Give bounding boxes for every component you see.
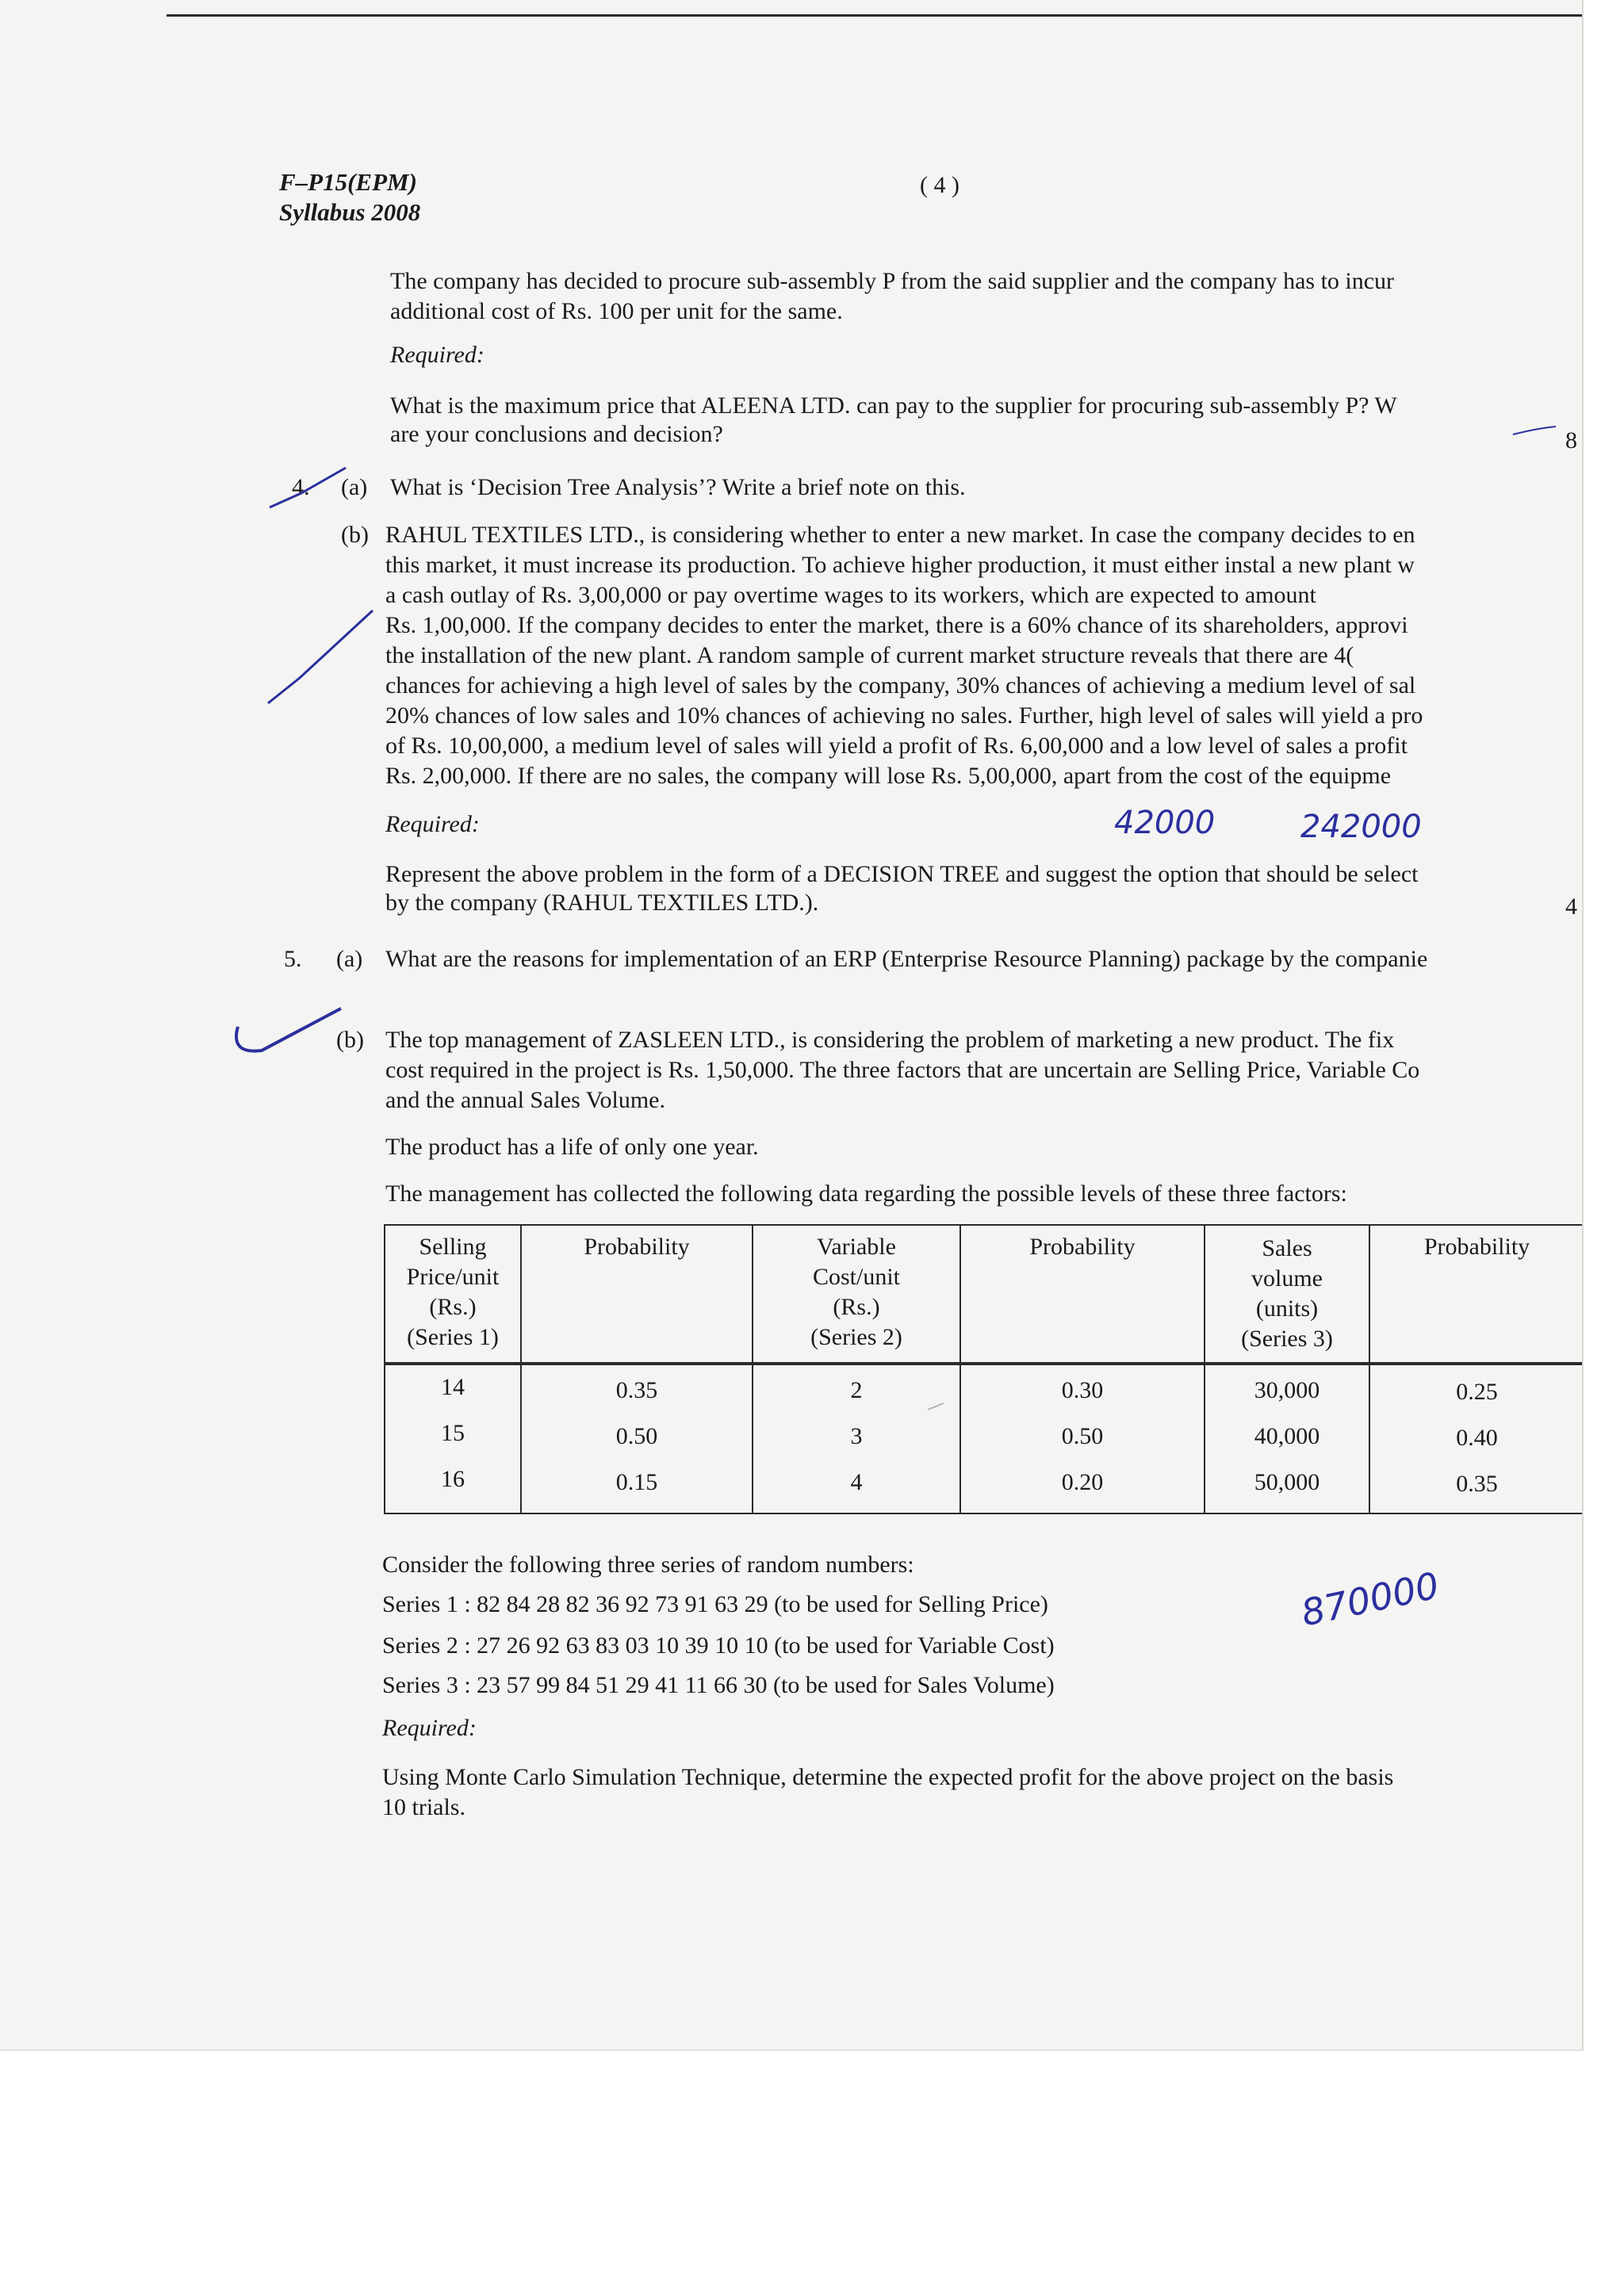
- table-cell: 0.25: [1456, 1379, 1498, 1405]
- table-cell: 30,000: [1254, 1377, 1320, 1403]
- table-cell: 0.30: [1061, 1377, 1104, 1403]
- q4b-line: of Rs. 10,00,000, a medium level of sales will yield a profit of Rs. 6,00,000 and a low level of sales a profit: [385, 733, 1408, 759]
- handwritten-note: 242000: [1300, 809, 1422, 845]
- page-top-edge: [167, 14, 1582, 17]
- table-cell: 4: [850, 1469, 863, 1495]
- table-cell: 16: [441, 1466, 465, 1492]
- q5a-label: (a): [336, 946, 363, 972]
- table-header-cell: Probability: [584, 1234, 690, 1260]
- table-cell: 0.35: [1456, 1471, 1498, 1497]
- table-cell: 50,000: [1254, 1469, 1320, 1495]
- random-intro: Consider the following three series of random numbers:: [382, 1552, 914, 1578]
- tick-mark-icon: [236, 1008, 341, 1051]
- table-cell: 0.50: [615, 1423, 658, 1449]
- page-number: ( 4 ): [920, 172, 959, 198]
- handwritten-note: 42000: [1114, 805, 1216, 841]
- q3-required-label: Required:: [390, 342, 485, 368]
- q4a-text: What is ‘Decision Tree Analysis’? Write a brief note on this.: [390, 474, 966, 500]
- table-header-cell: Variable Cost/unit (Rs.) (Series 2): [810, 1234, 902, 1350]
- q5b-line: and the annual Sales Volume.: [385, 1087, 665, 1113]
- series-line: Series 1 : 82 84 28 82 36 92 73 91 63 29 (to be used for Selling Price): [382, 1591, 1048, 1617]
- series-line: Series 3 : 23 57 99 84 51 29 41 11 66 30 (to be used for Sales Volume): [382, 1672, 1055, 1698]
- pen-stroke-icon: [1513, 427, 1556, 434]
- paper-code: F–P15(EPM): [279, 168, 417, 196]
- q5b-line: The top management of ZASLEEN LTD., is considering the problem of marketing a new product. The fix: [385, 1027, 1395, 1053]
- q4-required-line: Represent the above problem in the form of a DECISION TREE and suggest the option that should be select: [385, 861, 1419, 887]
- q5-required-label: Required:: [382, 1715, 477, 1741]
- q4-number: 4.: [292, 474, 310, 500]
- q4b-line: a cash outlay of Rs. 3,00,000 or pay overtime wages to its workers, which are expected to amount: [385, 582, 1316, 608]
- factor-table: [384, 1224, 1582, 1514]
- pen-stroke-icon: [268, 610, 373, 703]
- table-cell: 14: [441, 1374, 465, 1400]
- table-cell: 2: [850, 1377, 863, 1403]
- q4b-line: Rs. 2,00,000. If there are no sales, the company will lose Rs. 5,00,000, apart from the cost of the equipme: [385, 763, 1392, 789]
- q4-marks: 4: [1565, 894, 1577, 920]
- q4b-line: chances for achieving a high level of sales by the company, 30% chances of achieving a medium level of sal: [385, 672, 1416, 698]
- table-cell: 40,000: [1254, 1423, 1320, 1449]
- q4b-line: RAHUL TEXTILES LTD., is considering whether to enter a new market. In case the company decides to en: [385, 522, 1415, 548]
- table-cell: 0.15: [615, 1469, 658, 1495]
- q5b-line: cost required in the project is Rs. 1,50,000. The three factors that are uncertain are Selling Price, Variable Co: [385, 1057, 1420, 1083]
- table-cell: 0.40: [1456, 1425, 1498, 1451]
- table-cell: 3: [850, 1423, 863, 1449]
- q4-required-label: Required:: [385, 811, 480, 837]
- q5-required-line: 10 trials.: [382, 1794, 465, 1820]
- q3-line: The company has decided to procure sub-assembly P from the said supplier and the company has to incur: [390, 268, 1395, 294]
- table-header-cell: Selling Price/unit (Rs.) (Series 1): [406, 1234, 500, 1350]
- table-header-cell: Probability: [1029, 1234, 1136, 1260]
- q4b-line: this market, it must increase its production. To achieve higher production, it must either instal a new plant w: [385, 552, 1415, 578]
- table-header-cell: Probability: [1423, 1234, 1530, 1260]
- q4-required-line: by the company (RAHUL TEXTILES LTD.).: [385, 890, 819, 916]
- table-header-cell: Sales volume (units) (Series 3): [1241, 1235, 1333, 1352]
- q5-number: 5.: [284, 946, 302, 972]
- table-cell: 0.50: [1061, 1423, 1104, 1449]
- q5-required-line: Using Monte Carlo Simulation Technique, determine the expected profit for the above project on the basis: [382, 1764, 1394, 1790]
- q3-line: additional cost of Rs. 100 per unit for the same.: [390, 298, 843, 324]
- q5a-text: What are the reasons for implementation of an ERP (Enterprise Resource Planning) package by the companie: [385, 946, 1428, 972]
- table-cell: 15: [441, 1420, 465, 1446]
- handwritten-note: 870000: [1297, 1563, 1443, 1635]
- q5b-label: (b): [336, 1027, 364, 1053]
- q3-required-line: What is the maximum price that ALEENA LTD. can pay to the supplier for procuring sub-assembly P? W: [390, 392, 1397, 419]
- q3-marks: 8: [1565, 427, 1577, 453]
- series-line: Series 2 : 27 26 92 63 83 03 10 39 10 10 (to be used for Variable Cost): [382, 1632, 1055, 1659]
- table-header-rule: [385, 1362, 1582, 1365]
- q4b-label: (b): [341, 522, 369, 548]
- syllabus-label: Syllabus 2008: [279, 198, 421, 226]
- q4b-line: Rs. 1,00,000. If the company decides to enter the market, there is a 60% chance of its shareholders, approvi: [385, 612, 1408, 638]
- q4a-label: (a): [341, 474, 368, 500]
- q5-life-text: The product has a life of only one year.: [385, 1134, 759, 1160]
- q4b-line: 20% chances of low sales and 10% chances of achieving no sales. Further, high level of sales will yield a pro: [385, 702, 1423, 729]
- q4b-line: the installation of the new plant. A random sample of current market structure reveals that there are 4(: [385, 642, 1354, 668]
- table-cell: 0.20: [1061, 1469, 1104, 1495]
- q3-required-line: are your conclusions and decision?: [390, 421, 723, 447]
- table-cell: 0.35: [615, 1377, 658, 1403]
- q5-data-intro: The management has collected the following data regarding the possible levels of these three factors:: [385, 1181, 1347, 1207]
